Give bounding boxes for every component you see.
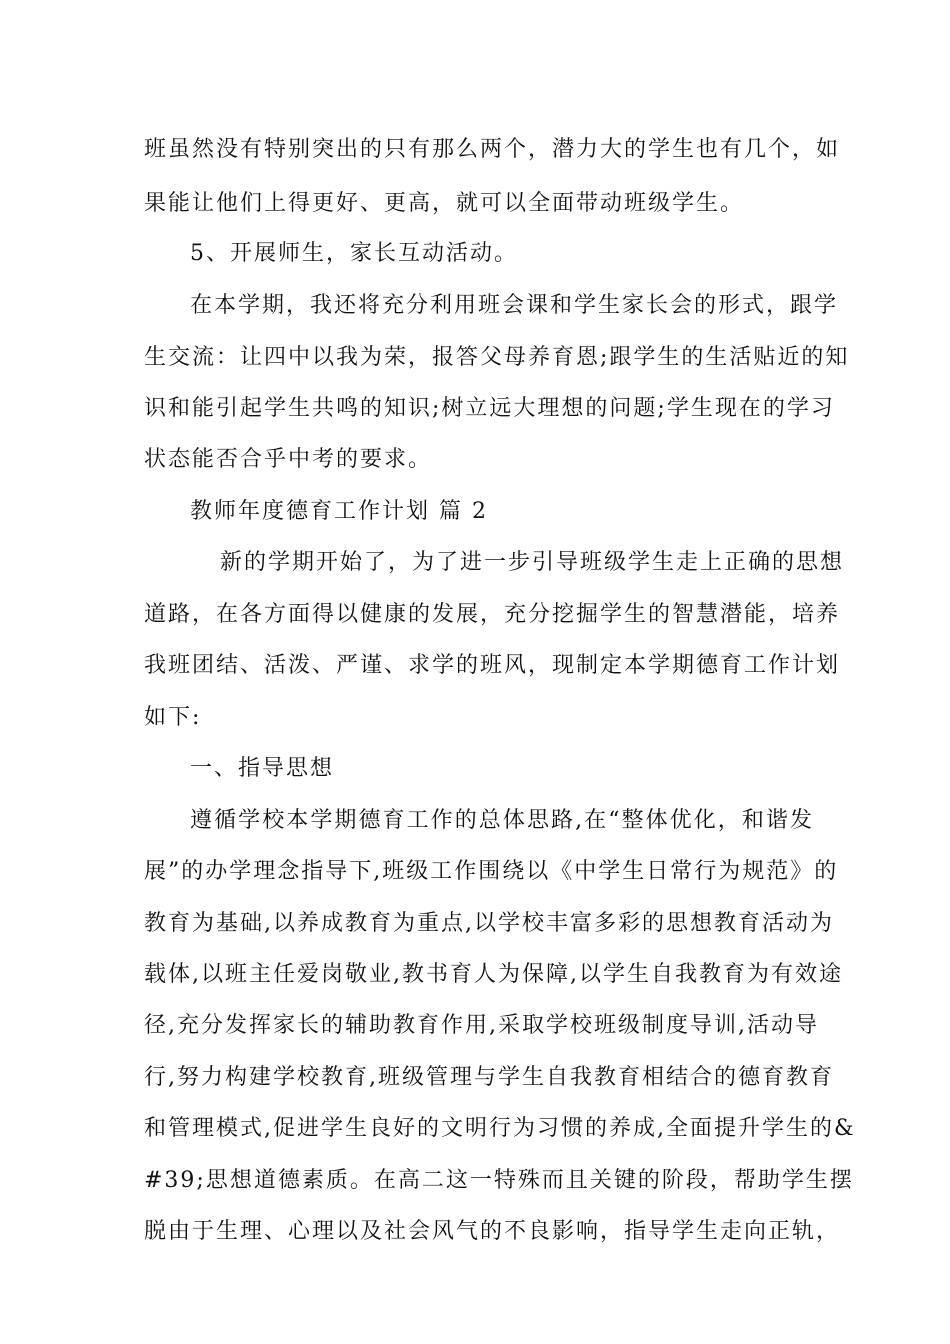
paragraph-line: 载体,以班主任爱岗敬业,教书育人为保障,以学生自我教育为有效途 bbox=[144, 962, 843, 987]
paragraph-line: 果能让他们上得更好、更高，就可以全面带动班级学生。 bbox=[144, 191, 745, 216]
paragraph-line: 径,充分发挥家长的辅助教育作用,采取学校班级制度导训,活动导 bbox=[144, 1013, 819, 1038]
paragraph-line: 在本学期，我还将充分利用班会课和学生家长会的形式，跟学 bbox=[190, 293, 839, 318]
paragraph-line: 识和能引起学生共鸣的知识;树立远大理想的问题;学生现在的学习 bbox=[144, 396, 835, 421]
paragraph-line: 如下: bbox=[144, 705, 202, 730]
paragraph-line: 脱由于生理、心理以及社会风气的不良影响，指导学生走向正轨， bbox=[144, 1219, 841, 1244]
paragraph-line: #39;思想道德素质。在高二这一特殊而且关键的阶段，帮助学生摆 bbox=[144, 1168, 854, 1193]
section-heading: 一、指导思想 bbox=[190, 756, 335, 781]
paragraph-line: 新的学期开始了，为了进一步引导班级学生走上正确的思想 bbox=[220, 550, 845, 575]
paragraph-line: 班虽然没有特别突出的只有那么两个，潜力大的学生也有几个，如 bbox=[144, 137, 841, 162]
paragraph-line: 行,努力构建学校教育,班级管理与学生自我教育相结合的德育教育 bbox=[144, 1065, 834, 1090]
paragraph-line: 遵循学校本学期德育工作的总体思路,在“整体优化，和谐发 bbox=[190, 808, 814, 833]
paragraph-line: 教育为基础,以养成教育为重点,以学校丰富多彩的思想教育活动为 bbox=[144, 911, 834, 936]
paragraph-line: 和管理模式,促进学生良好的文明行为习惯的养成,全面提升学生的& bbox=[144, 1116, 856, 1141]
section-heading: 5、开展师生，家长互动活动。 bbox=[190, 241, 518, 266]
paragraph-line: 展”的办学理念指导下,班级工作围绕以《中学生日常行为规范》的 bbox=[144, 859, 839, 884]
paragraph-line: 我班团结、活泼、严谨、求学的班风，现制定本学期德育工作计划 bbox=[144, 653, 841, 678]
article-title: 教师年度德育工作计划 篇 2 bbox=[190, 499, 488, 524]
paragraph-line: 状态能否合乎中考的要求。 bbox=[144, 447, 433, 472]
paragraph-line: 道路，在各方面得以健康的发展，充分挖掘学生的智慧潜能，培养 bbox=[144, 602, 841, 627]
paragraph-line: 生交流：让四中以我为荣，报答父母养育恩;跟学生的生活贴近的知 bbox=[144, 345, 850, 370]
